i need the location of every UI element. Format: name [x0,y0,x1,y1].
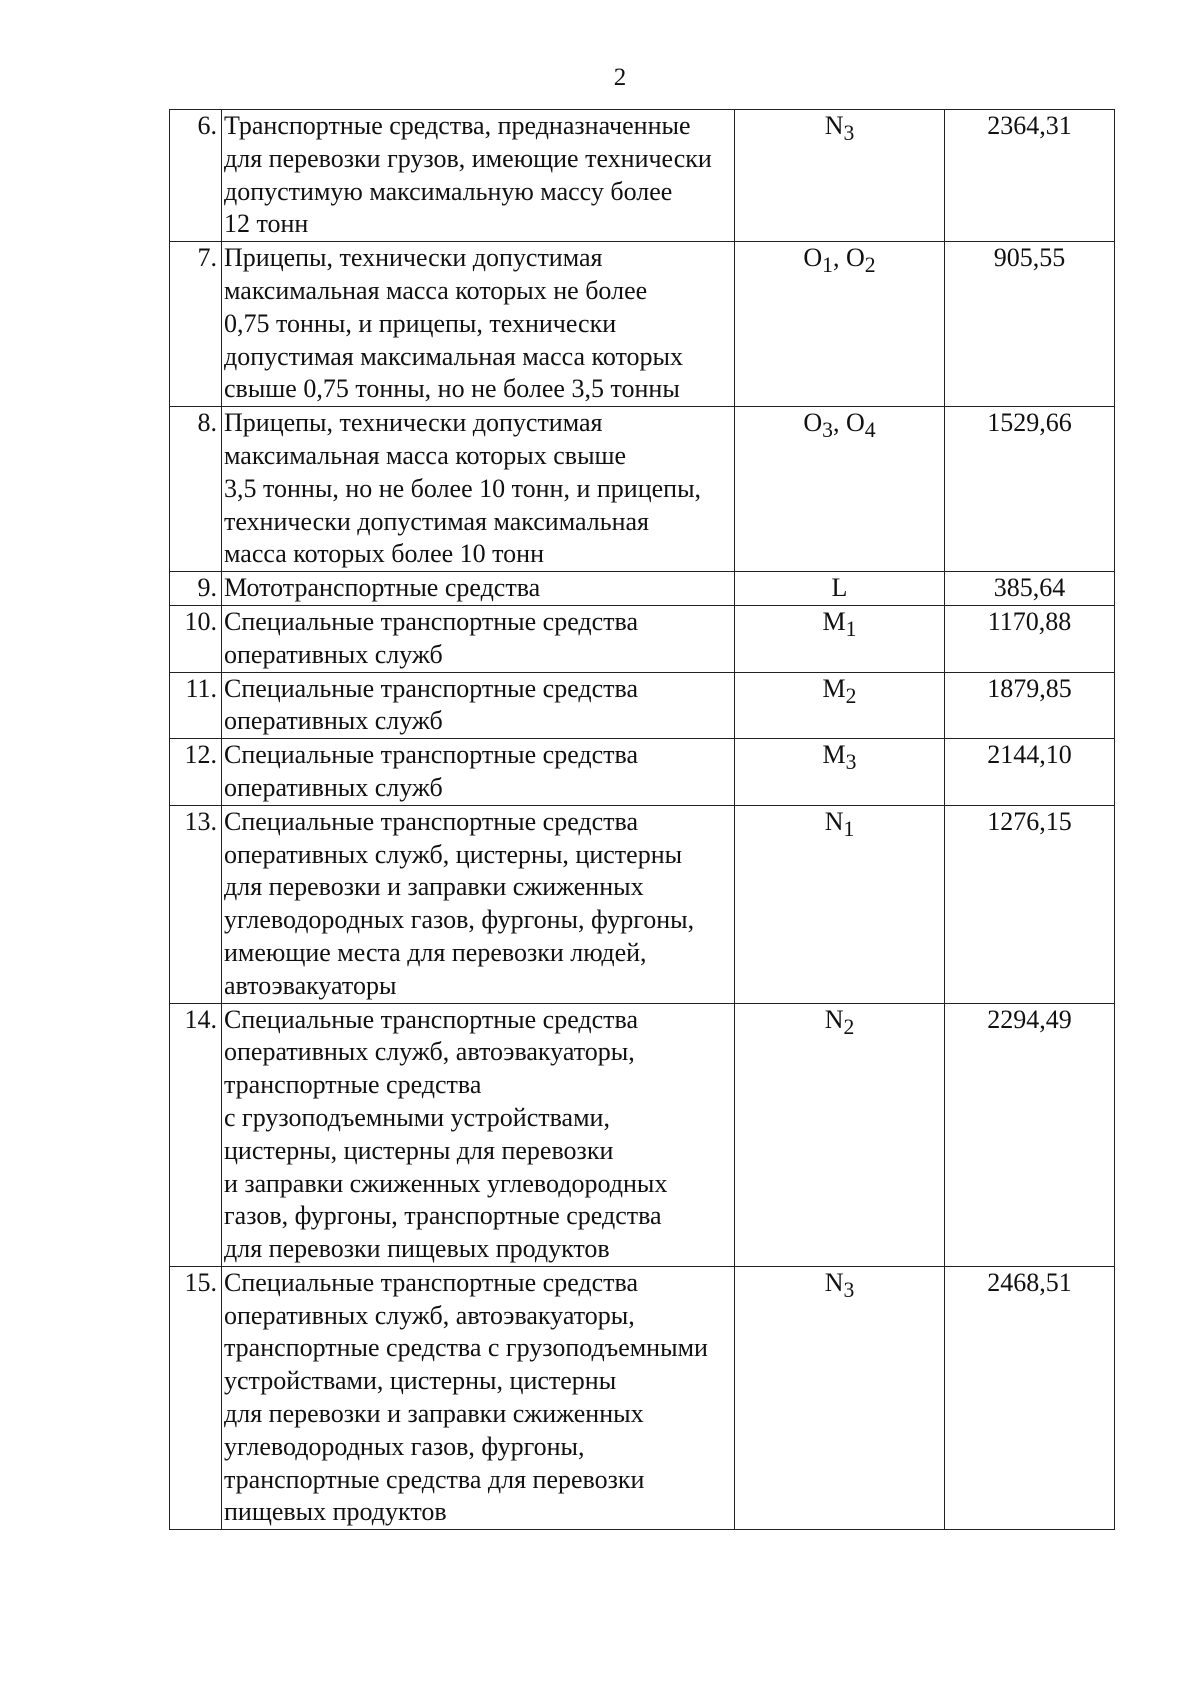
row-number: 7. [170,242,222,407]
description-line: свыше 0,75 тонны, но не более 3,5 тонны [224,374,680,404]
description-line: 3,5 тонны, но не более 10 тонн, и прицепы, [224,473,702,503]
vehicle-description [222,672,735,739]
description-line: технически допустимая максимальная [224,506,650,536]
vehicle-category [735,407,945,572]
description-line: устройствами, цистерны, цистерны [224,1366,617,1396]
category-letter: N [824,1004,844,1034]
row-number: 13. [170,805,222,1003]
category-letter: L [831,573,848,603]
category-subscript: 1 [843,816,855,841]
tariff-value: 1529,66 [945,407,1115,572]
vehicle-category [735,1266,945,1529]
tariff-value: 2364,31 [945,110,1115,242]
category-letter-2: , O [833,408,865,438]
vehicle-description [222,739,735,806]
tariff-value: 2468,51 [945,1266,1115,1529]
vehicle-category [735,805,945,1003]
table-body [170,110,1115,1530]
vehicle-category [735,1003,945,1266]
description-line: пищевых продуктов [224,1497,447,1527]
vehicle-category [735,739,945,806]
table-row [170,739,1115,806]
description-line: для перевозки и заправки сжиженных [224,872,644,902]
description-line: углеводородных газов, фургоны, [224,1431,585,1461]
tariff-value: 1879,85 [945,672,1115,739]
description-line: для перевозки пищевых продуктов [224,1234,610,1264]
description-line: и заправки сжиженных углеводородных [224,1168,668,1198]
description-line: с грузоподъемными устройствами, [224,1102,610,1132]
description-line: оперативных служб [224,639,443,669]
description-line: транспортные средства с грузоподъемными [224,1333,708,1363]
tariff-table [169,109,1115,1530]
description-line: автоэвакуаторы [224,970,397,1000]
description-line: оперативных служб [224,706,443,736]
tariff-value: 2294,49 [945,1003,1115,1266]
vehicle-category [735,242,945,407]
vehicle-description [222,805,735,1003]
row-number: 12. [170,739,222,806]
vehicle-description [222,1003,735,1266]
row-number: 6. [170,110,222,242]
description-line: масса которых более 10 тонн [224,539,544,569]
description-line: оперативных служб, автоэвакуаторы, [224,1300,635,1330]
vehicle-category [735,110,945,242]
table-row [170,110,1115,242]
vehicle-description [222,605,735,672]
category-letter: M [822,606,846,636]
table-row [170,672,1115,739]
tariff-value: 385,64 [945,572,1115,606]
description-line: цистерны, цистерны для перевозки [224,1135,614,1165]
category-letter: M [822,673,846,703]
description-line: транспортные средства [224,1070,482,1100]
row-number: 15. [170,1266,222,1529]
vehicle-description [222,110,735,242]
category-letter: M [822,740,846,770]
category-letter: N [824,111,844,140]
vehicle-description [222,242,735,407]
category-letter: N [824,1267,844,1297]
category-subscript: 3 [845,750,857,775]
description-line: 0,75 тонны, и прицепы, технически [224,308,617,338]
description-line: максимальная масса которых не более [224,275,648,305]
row-number: 11. [170,672,222,739]
tariff-value: 905,55 [945,242,1115,407]
category-subscript: 3 [843,1278,855,1303]
row-number: 9. [170,572,222,606]
description-line: оперативных служб, цистерны, цистерны [224,839,683,869]
tariff-value: 1276,15 [945,805,1115,1003]
row-number: 10. [170,605,222,672]
description-line: для перевозки и заправки сжиженных [224,1399,644,1429]
table-row [170,1266,1115,1529]
vehicle-category [735,672,945,739]
vehicle-description [222,572,735,606]
description-line: Специальные транспортные средства [224,606,639,636]
description-line: 12 тонн [224,209,309,239]
description-line: Специальные транспортные средства [224,740,639,770]
category-subscript-2: 4 [864,418,876,443]
description-line: Специальные транспортные средства [224,673,639,703]
category-subscript-2: 2 [864,253,876,278]
table-row [170,242,1115,407]
vehicle-category [735,605,945,672]
category-letter: O [803,243,823,273]
category-letter: O [803,408,823,438]
category-subscript: 1 [845,617,857,642]
description-line: для перевозки грузов, имеющие технически [224,143,712,173]
description-line: газов, фургоны, транспортные средства [224,1201,662,1231]
description-line: Транспортные средства, предназначенные [224,111,691,140]
category-subscript: 3 [822,418,833,443]
vehicle-category [735,572,945,606]
category-subscript: 3 [843,121,855,146]
description-line: допустимая максимальная масса которых [224,341,683,371]
description-line: Мототранспортные средства [224,573,541,603]
page-number: 2 [613,64,627,91]
description-line: Прицепы, технически допустимая [224,243,603,273]
description-line: оперативных служб, автоэвакуаторы, [224,1037,635,1067]
vehicle-description [222,407,735,572]
description-line: допустимую максимальную массу более [224,176,673,206]
description-line: Прицепы, технически допустимая [224,408,603,438]
tariff-value: 1170,88 [945,605,1115,672]
description-line: Специальные транспортные средства [224,1004,639,1034]
category-subscript: 2 [843,1014,855,1039]
description-line: максимальная масса которых свыше [224,440,627,470]
description-line: углеводородных газов, фургоны, фургоны, [224,905,695,935]
table-row [170,605,1115,672]
description-line: транспортные средства для перевозки [224,1464,645,1494]
description-line: Специальные транспортные средства [224,1267,639,1297]
table-row [170,805,1115,1003]
tariff-value: 2144,10 [945,739,1115,806]
category-subscript: 2 [845,683,857,708]
category-letter-2: , O [833,243,865,273]
table-row [170,572,1115,606]
description-line: имеющие места для перевозки людей, [224,937,647,967]
description-line: оперативных служб [224,772,443,802]
category-subscript: 1 [822,253,833,278]
table-row [170,407,1115,572]
description-line: Специальные транспортные средства [224,806,639,836]
table-row [170,1003,1115,1266]
row-number: 8. [170,407,222,572]
category-letter: N [824,806,844,836]
vehicle-description [222,1266,735,1529]
row-number: 14. [170,1003,222,1266]
